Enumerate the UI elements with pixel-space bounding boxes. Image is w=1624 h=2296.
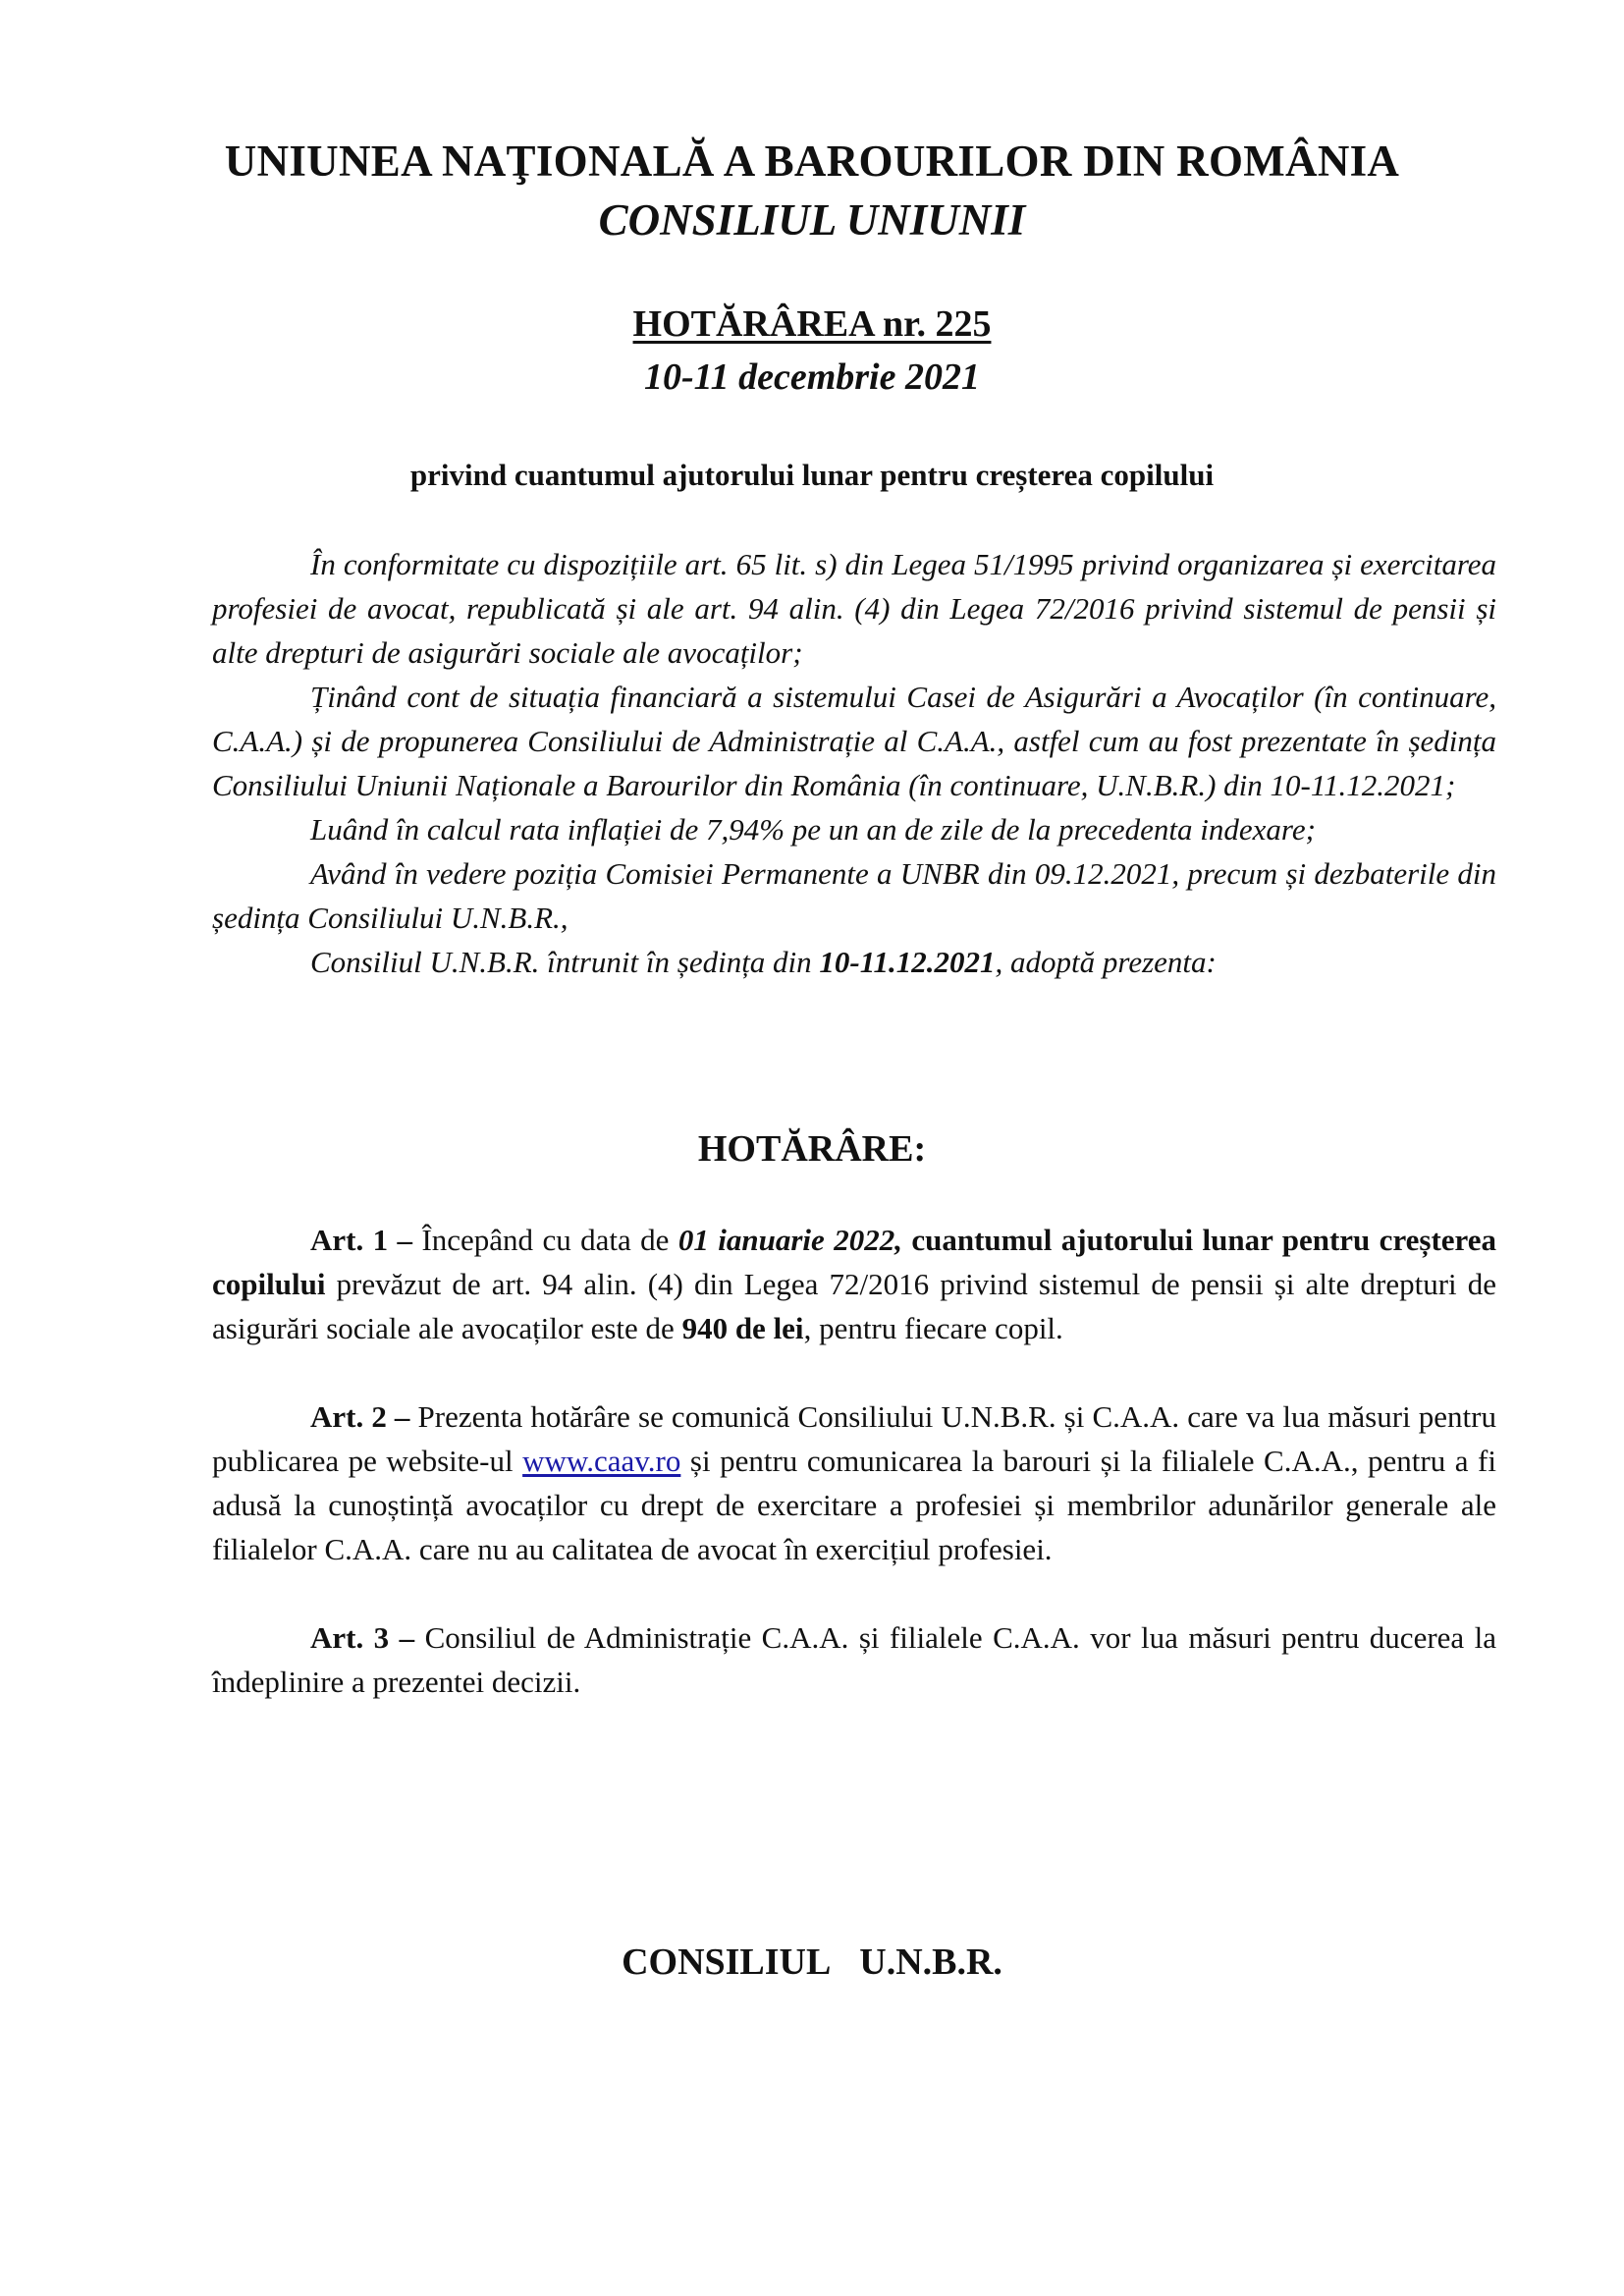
article-2	[212, 1394, 1496, 1571]
preamble-final-text: Consiliul U.N.B.R. întrunit în ședința din	[310, 945, 820, 979]
articles	[212, 1218, 1496, 1748]
article-label: Art. 1 –	[310, 1223, 413, 1257]
decision-title: HOTĂRÂREA nr. 225	[632, 303, 992, 345]
preamble-paragraph: Având în vedere poziția Comisiei Permanente a UNBR din 09.12.2021, precum și dezbaterile din ședința Consiliului U.N.B.R.,	[212, 856, 1496, 935]
article-text: prevăzut de art. 94 alin. (4) din Legea 72/2016 privind sistemul de pensii și alte drepturi de asigurări sociale ale avocaților este de	[212, 1267, 1496, 1345]
organization-heading: UNIUNEA NAŢIONALĂ A BAROURILOR DIN ROMÂNIA	[224, 137, 1400, 186]
preamble-paragraph: Ținând cont de situația financiară a sistemului Casei de Asigurări a Avocaților (în continuare, C.A.A.) și de propunerea Consiliului de Administrație al C.A.A., astfel cum au fost prezentate în ședința Consiliului Uniunii Naționale a Barourilor din România (în continuare, U.N.B.R.) din 10-11.12.2021;	[212, 680, 1496, 802]
article-label: Art. 3 –	[310, 1620, 415, 1655]
article-3	[212, 1615, 1496, 1704]
article-text: Prezenta hotărâre se comunică Consiliului U.N.B.R. și C.A.A. care va lua măsuri pentru publicarea pe website-ul	[212, 1399, 1496, 1478]
hotarare-heading: HOTĂRÂRE:	[697, 1128, 927, 1170]
preamble-paragraph: În conformitate cu dispozițiile art. 65 lit. s) din Legea 51/1995 privind organizarea și exercitarea profesiei de avocat, republicată și ale art. 94 alin. (4) din Legea 72/2016 privind sistemul de pensii și alte drepturi de asigurări sociale ale avocaților;	[212, 547, 1496, 670]
amount: 940 de lei	[681, 1311, 804, 1345]
session-date: 10-11.12.2021	[819, 945, 996, 979]
website-link[interactable]: www.caav.ro	[522, 1444, 681, 1478]
article-bold-text: cuantumul ajutorului lunar pentru creșterea copilului	[212, 1223, 1497, 1301]
effective-date: 01 ianuarie 2022,	[677, 1223, 902, 1257]
article-text: Consiliul de Administrație C.A.A. și filialele C.A.A. vor lua măsuri pentru ducerea la îndeplinire a prezentei decizii.	[212, 1620, 1496, 1699]
decision-date: 10-11 decembrie 2021	[644, 356, 980, 398]
article-text: , pentru fiecare copil.	[803, 1311, 1063, 1345]
preamble-final-paragraph	[212, 940, 1496, 984]
signature: CONSILIUL U.N.B.R.	[622, 1941, 1002, 1983]
article-label: Art. 2 –	[310, 1399, 410, 1434]
preamble-paragraph: Luând în calcul rata inflației de 7,94% pe un an de zile de la precedenta indexare;	[310, 812, 1316, 847]
decision-subject: privind cuantumul ajutorului lunar pentru creșterea copilului	[409, 458, 1215, 492]
article-text: și pentru comunicarea la barouri și la filialele C.A.A., pentru a fi adusă la cunoștință avocaților cu drept de exercitare a profesiei și membrilor adunărilor generale ale filialelor C.A.A. care nu au calitatea de avocat în exercițiul profesiei.	[212, 1444, 1496, 1566]
article-text: Începând cu data de	[412, 1223, 678, 1257]
preamble-final-text: , adoptă prezenta:	[995, 945, 1217, 979]
council-heading: CONSILIUL UNIUNII	[598, 195, 1026, 245]
article-1	[212, 1218, 1496, 1350]
preamble	[212, 542, 1496, 984]
